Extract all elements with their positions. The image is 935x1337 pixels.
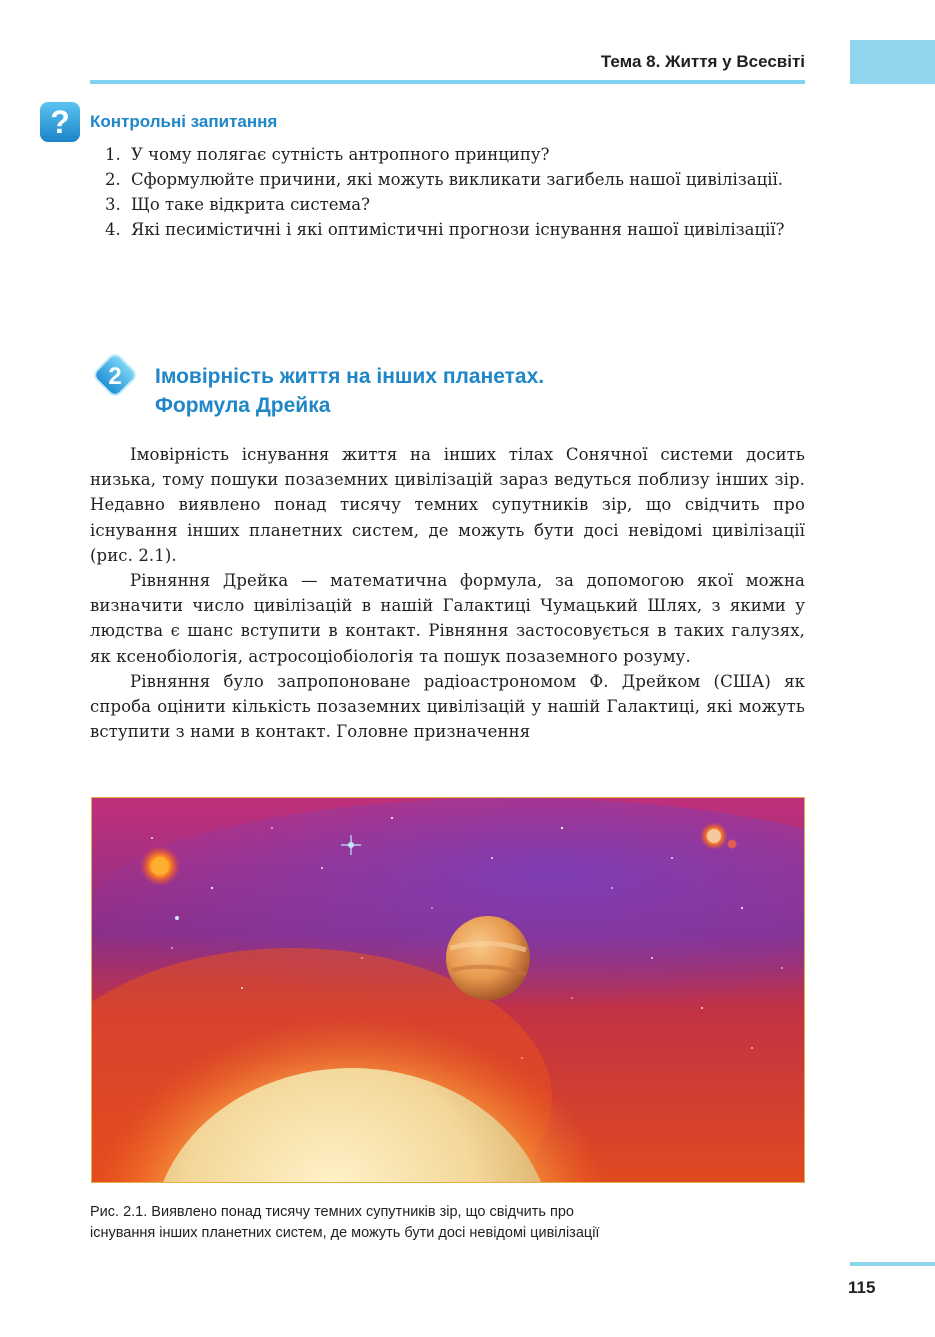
questions-list bbox=[105, 142, 805, 242]
question-number: 1. bbox=[105, 145, 121, 164]
figure-caption-line1: Рис. 2.1. Виявлено понад тисячу темних супутників зір, що свідчить про bbox=[90, 1204, 574, 1220]
paragraph: Рівняння було запропоноване радіоастрономом Ф. Дрейком (США) як спроба оцінити кількість позаземних цивілізацій у нашій Галактиці, які можуть вступити з нами в контакт. Головне призначення bbox=[90, 671, 805, 742]
question-icon-glyph: ? bbox=[50, 104, 70, 140]
header-rule bbox=[90, 80, 805, 84]
paragraph: Рівняння Дрейка — математична формула, за допомогою якої можна визначити число цивілізацій в нашій Галактиці Чумацький Шлях, з якими у людства є шанс вступити в контакт. Рівняння застосовується в таких галузях, як ксенобіологія, астросоціобіологія та пошук позаземного розуму. bbox=[90, 571, 805, 666]
question-text: Що таке відкрита система? bbox=[131, 195, 370, 214]
question-text: Сформулюйте причини, які можуть викликати загибель нашої цивілізації. bbox=[131, 170, 784, 189]
section-number: 2 bbox=[108, 363, 122, 390]
footer-rule bbox=[850, 1262, 935, 1266]
question-text: У чому полягає сутність антропного принципу? bbox=[131, 145, 550, 164]
question-item bbox=[105, 192, 805, 217]
gas-giant-planet-icon bbox=[446, 916, 530, 1000]
question-item bbox=[105, 167, 805, 192]
questions-heading: Контрольні запитання bbox=[90, 112, 278, 131]
header-tab-decoration bbox=[850, 40, 935, 84]
question-number: 2. bbox=[105, 170, 121, 189]
paragraph: Імовірність існування життя на інших тілах Сонячної системи досить низька, тому пошуки позаземних цивілізацій зараз ведуться поблизу інших зір. Недавно виявлено понад тисячу темних супутників зір, що свідчить про існування інших планетних систем, де можуть бути досі невідомі цивілізації (рис. 2.1). bbox=[90, 445, 805, 565]
question-text: Які песимістичні і які оптимістичні прогнози існування нашої цивілізації? bbox=[131, 220, 785, 239]
section-title-line1: Імовірність життя на інших планетах. bbox=[155, 365, 545, 388]
section-title-line2: Формула Дрейка bbox=[155, 394, 331, 417]
section-title bbox=[155, 362, 544, 420]
question-number: 4. bbox=[105, 220, 121, 239]
question-icon bbox=[38, 100, 82, 144]
figure-caption-line2: існування інших планетних систем, де можуть бути досі невідомі цивілізації bbox=[90, 1225, 600, 1241]
body-text bbox=[90, 442, 805, 744]
question-item bbox=[105, 217, 805, 242]
space-illustration bbox=[91, 797, 805, 1183]
question-number: 3. bbox=[105, 195, 121, 214]
figure-caption bbox=[90, 1202, 805, 1244]
page-number: 115 bbox=[848, 1278, 876, 1297]
section-number-badge bbox=[90, 350, 140, 400]
question-item bbox=[105, 142, 805, 167]
running-header: Тема 8. Життя у Всесвіті bbox=[600, 52, 805, 71]
